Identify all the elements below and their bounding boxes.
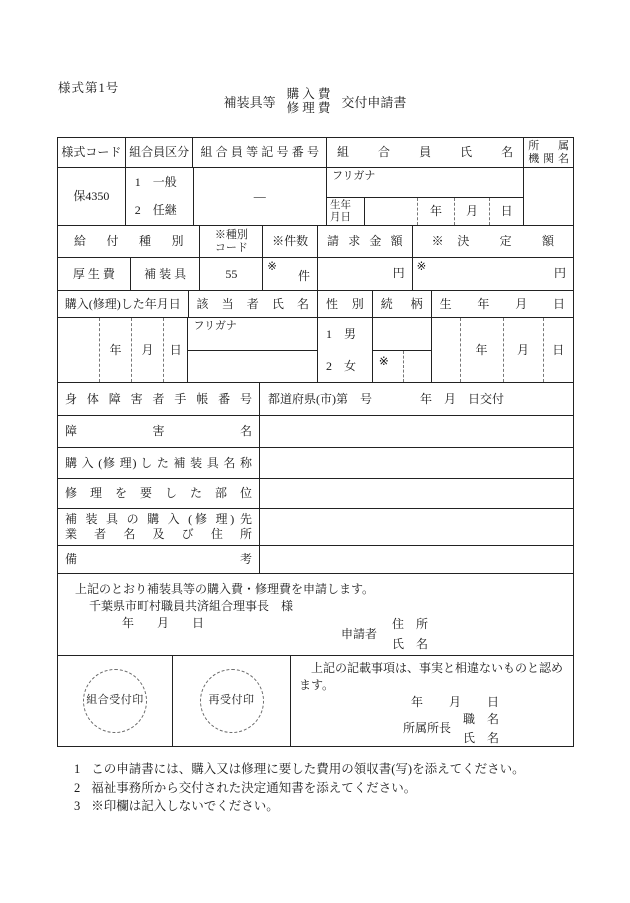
handbook-label: 身 体 障 害 者 手 帳 番 号 xyxy=(65,391,252,406)
header-purchase-date xyxy=(58,291,189,317)
person-birth-year-cell[interactable] xyxy=(460,318,503,382)
header-agency-line1: 所 属 xyxy=(528,139,569,152)
header-relation-label: 続 柄 xyxy=(380,296,423,311)
certification-cell xyxy=(291,656,573,746)
header-person-name xyxy=(189,291,319,317)
application-statement-row xyxy=(58,574,573,656)
form-code-value: 保4350 xyxy=(73,189,110,203)
day-label: 日 xyxy=(500,204,513,218)
application-date-line[interactable] xyxy=(58,615,573,632)
vendor-label-line2: 業 者 名 及 び 住 所 xyxy=(65,527,252,541)
year-label: 年 xyxy=(411,695,424,709)
relation-field-cell xyxy=(373,318,432,382)
header-claim-amount xyxy=(318,226,413,257)
member-birthdate-label xyxy=(327,198,365,225)
disability-row xyxy=(58,416,573,448)
header-sex xyxy=(318,291,373,317)
header-person-name-label: 該 当 者 氏 名 xyxy=(196,296,309,311)
form-code-value-cell xyxy=(58,168,126,225)
title-repair-fee: 修 理 費 xyxy=(286,100,331,115)
member-name-field-cell xyxy=(327,168,524,225)
repair-part-label-cell xyxy=(58,479,260,508)
title-purchase-fee: 購 入 費 xyxy=(286,87,331,101)
header-type-code xyxy=(200,226,263,257)
day-label: 日 xyxy=(552,342,565,357)
month-label: 月 xyxy=(465,204,478,218)
header-relation xyxy=(373,291,432,317)
remarks-label: 備 考 xyxy=(65,552,252,566)
count-unit-label: 件 xyxy=(297,269,310,283)
claim-amount-field[interactable] xyxy=(318,258,413,290)
person-birthdate-field[interactable] xyxy=(432,318,573,382)
month-label: 月 xyxy=(449,695,462,709)
chief-name-label[interactable]: 氏 名 xyxy=(463,731,500,745)
decided-unit-label: 円 xyxy=(553,266,566,280)
title-prefix: 補装具等 xyxy=(223,95,276,110)
sex-option-female: 2 女 xyxy=(325,358,356,373)
header-claim-amount-label: 請 求 金 額 xyxy=(327,234,403,248)
relation-field[interactable] xyxy=(373,318,431,351)
member-birthdate-label-line1: 生年 xyxy=(329,199,351,211)
person-furigana-field[interactable] xyxy=(188,318,316,351)
vendor-value-field[interactable] xyxy=(260,509,573,545)
device-name-row xyxy=(58,448,573,479)
header-person-birth xyxy=(432,291,573,317)
note-3 xyxy=(74,797,525,816)
purchase-date-day-cell[interactable] xyxy=(163,318,187,382)
year-label: 年 xyxy=(109,342,122,357)
month-label: 月 xyxy=(157,616,170,630)
decided-amount-field[interactable] xyxy=(413,258,573,290)
member-birthdate-label-line2: 月日 xyxy=(329,211,351,223)
person-name-field[interactable] xyxy=(188,351,316,382)
disability-label-cell xyxy=(58,416,260,447)
handbook-row xyxy=(58,383,573,416)
benefit-type2-cell xyxy=(131,258,201,290)
header-agency-line2: 機関名 xyxy=(528,152,569,165)
chief-fields xyxy=(463,711,499,747)
certification-date-line[interactable] xyxy=(299,694,565,711)
vendor-row xyxy=(58,509,573,546)
member-number-field[interactable] xyxy=(194,168,327,225)
member-furigana-field[interactable] xyxy=(327,168,523,198)
purchase-date-era-space[interactable] xyxy=(58,318,99,382)
remarks-value-field[interactable] xyxy=(260,546,573,573)
note-2-text: 福祉事務所から交付された決定通知書を添えてください。 xyxy=(91,780,417,795)
person-header-row xyxy=(58,291,573,318)
applicant-address-label[interactable]: 住 所 xyxy=(392,617,429,631)
purchase-date-field[interactable] xyxy=(58,318,188,382)
chief-label: 所属所長 xyxy=(403,721,452,736)
person-birth-era-space[interactable] xyxy=(432,318,460,382)
device-name-label: 購 入 (修 理) し た 補 装 具 名 称 xyxy=(65,455,252,470)
header-benefit-type-label: 給 付 種 別 xyxy=(74,234,184,248)
header-purchase-date-label: 購入(修理)した年月日 xyxy=(64,296,181,311)
member-furigana-label: フリガナ xyxy=(331,170,376,182)
benefit-type1-cell xyxy=(58,258,131,290)
applicant-name-label[interactable]: 氏 名 xyxy=(392,637,429,651)
person-furigana-label: フリガナ xyxy=(193,320,237,332)
count-office-use-mark: ※ xyxy=(267,261,277,273)
handbook-prefecture-text: 都道府県(市)第 号 xyxy=(268,391,372,406)
relation-office-use-cell[interactable] xyxy=(403,351,431,382)
header-sex-label: 性 別 xyxy=(326,296,364,311)
chief-title-label[interactable]: 職 名 xyxy=(463,711,500,726)
disability-label: 障 害 名 xyxy=(65,424,252,438)
vendor-label-line1: 補 装 具 の 購 入 (修 理) 先 xyxy=(65,512,252,526)
person-birth-day-cell[interactable] xyxy=(543,318,573,382)
disability-value-field[interactable] xyxy=(260,416,573,447)
certification-text: 上記の記載事項は、事実と相違ないものと認めます。 xyxy=(299,661,564,692)
month-label: 月 xyxy=(517,342,530,357)
header-member-class-label: 組合員区分 xyxy=(129,145,190,159)
member-data-row xyxy=(58,168,573,226)
vendor-label xyxy=(58,512,259,542)
form-title xyxy=(0,88,630,115)
month-label: 月 xyxy=(141,342,154,357)
applicant-block xyxy=(341,617,428,652)
member-class-option-general: 1 一般 xyxy=(134,174,177,189)
relation-office-use-area xyxy=(373,351,431,382)
handbook-label-cell xyxy=(58,383,260,415)
repair-part-label: 修 理 を 要 し た 部 位 xyxy=(65,486,252,500)
union-stamp-cell xyxy=(58,656,173,746)
day-label: 日 xyxy=(169,342,182,357)
device-name-label-cell xyxy=(58,448,260,478)
header-member-name-label: 組 合 員 氏 名 xyxy=(336,145,514,159)
header-member-class xyxy=(126,138,194,167)
header-type-code-label xyxy=(215,229,248,255)
year-label: 年 xyxy=(122,616,135,630)
relation-office-use-mark: ※ xyxy=(378,354,389,368)
re-stamp-cell xyxy=(173,656,291,746)
member-birthdate-month-cell[interactable] xyxy=(454,198,489,225)
type-code-value-cell xyxy=(200,258,263,290)
header-decided-amount-label: ※決 定 額 xyxy=(431,234,555,248)
header-type-code-line1: ※種別 xyxy=(214,228,248,241)
application-statement-text: 上記のとおり補装具等の購入費・修理費を申請します。 xyxy=(75,582,375,596)
benefit-type1-value: 厚 生 費 xyxy=(72,266,115,281)
header-decided-amount xyxy=(413,226,573,257)
agency-name-field[interactable] xyxy=(524,168,573,225)
benefit-header-row xyxy=(58,226,573,258)
year-label: 年 xyxy=(429,204,442,218)
member-birthdate-day-cell[interactable] xyxy=(489,198,523,225)
note-3-text: ※印欄は記入しないでください。 xyxy=(91,799,279,813)
purchase-date-year-cell[interactable] xyxy=(99,318,131,382)
device-name-value-field[interactable] xyxy=(260,448,573,478)
day-label: 日 xyxy=(192,616,205,630)
repair-part-row xyxy=(58,479,573,509)
chief-block xyxy=(299,711,565,747)
member-class-options-cell xyxy=(126,168,194,225)
union-stamp-circle[interactable] xyxy=(83,669,147,733)
person-birth-month-cell[interactable] xyxy=(503,318,543,382)
sex-options-cell xyxy=(318,318,373,382)
note-1-number: 1 xyxy=(74,762,81,776)
benefit-type2-value: 補 装 具 xyxy=(144,266,187,281)
header-count-label: ※件数 xyxy=(272,234,309,248)
header-member-name xyxy=(327,138,524,167)
person-data-row xyxy=(58,318,573,383)
handbook-issue-date-text: 年 月 日交付 xyxy=(420,391,505,406)
member-number-dash: — xyxy=(253,189,266,203)
note-1 xyxy=(74,760,525,779)
vendor-label-cell xyxy=(58,509,260,545)
claim-unit-label: 円 xyxy=(392,266,405,280)
type-code-value: 55 xyxy=(225,266,238,281)
remarks-row xyxy=(58,546,573,574)
member-class-option-voluntary: 2 任継 xyxy=(134,203,177,218)
note-3-number: 3 xyxy=(74,799,81,813)
member-birthdate-era-space[interactable] xyxy=(365,198,417,225)
form-number: 様式第1号 xyxy=(58,81,120,95)
union-stamp-label: 組合受付印 xyxy=(86,694,144,707)
handbook-value-field[interactable] xyxy=(260,383,573,415)
benefit-data-row xyxy=(58,258,573,291)
header-person-birth-label: 生 年 月 日 xyxy=(439,296,566,311)
applicant-fields xyxy=(392,617,428,652)
addressee-text: 千葉県市町村職員共済組合理事長 様 xyxy=(89,599,294,613)
purchase-date-month-cell[interactable] xyxy=(131,318,163,382)
header-agency-label xyxy=(524,140,573,166)
note-2 xyxy=(74,779,525,798)
re-stamp-circle[interactable] xyxy=(200,669,264,733)
note-1-text: この申請書には、購入又は修理に要した費用の領収書(写)を添えてください。 xyxy=(91,762,525,776)
header-member-number xyxy=(193,138,326,167)
application-table xyxy=(57,137,574,747)
day-label: 日 xyxy=(487,695,500,709)
header-type-code-line2: コード xyxy=(214,241,248,254)
year-label: 年 xyxy=(475,342,488,357)
member-header-row xyxy=(58,138,573,168)
person-name-field-cell xyxy=(188,318,317,382)
decided-office-use-mark: ※ xyxy=(416,261,427,273)
footer-notes xyxy=(74,760,525,816)
header-form-code-label: 様式コード xyxy=(61,145,122,159)
count-field[interactable] xyxy=(263,258,318,290)
header-form-code xyxy=(58,138,126,167)
title-suffix: 交付申請書 xyxy=(341,95,407,110)
title-fee-stack xyxy=(287,88,331,115)
applicant-label: 申請者 xyxy=(341,627,378,641)
remarks-label-cell xyxy=(58,546,260,573)
header-count xyxy=(263,226,318,257)
header-agency xyxy=(524,138,573,167)
sex-option-male: 1 男 xyxy=(325,326,356,341)
header-member-number-label: 組 合 員 等 記 号 番 号 xyxy=(200,145,319,159)
repair-part-value-field[interactable] xyxy=(260,479,573,508)
member-birthdate-field[interactable] xyxy=(327,198,523,225)
stamp-row xyxy=(58,656,573,746)
note-2-number: 2 xyxy=(74,780,81,795)
member-birthdate-year-cell[interactable] xyxy=(417,198,454,225)
re-stamp-label: 再受付印 xyxy=(208,694,255,707)
header-benefit-type xyxy=(58,226,200,257)
